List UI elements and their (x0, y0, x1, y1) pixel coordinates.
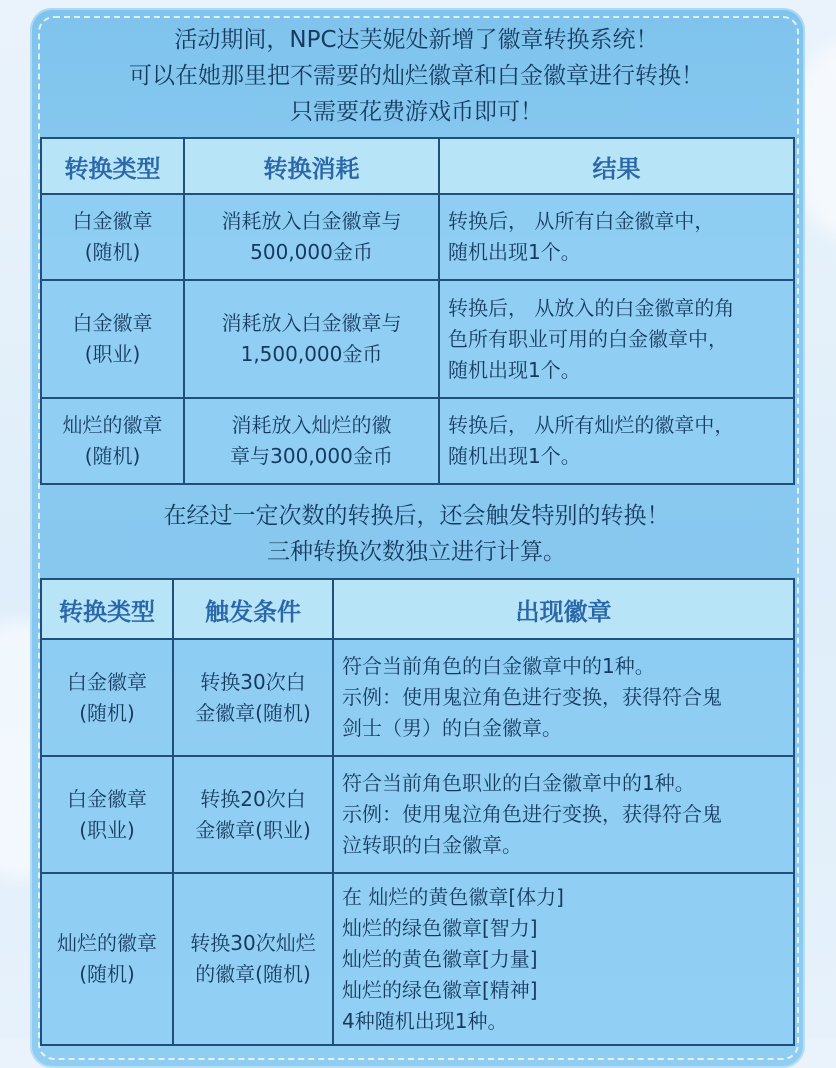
table-row (41, 873, 794, 1045)
header-type: 转换类型 (41, 579, 173, 639)
table-row (41, 280, 794, 398)
cell-type: 白金徽章 (随机) (41, 194, 184, 280)
cell-type: 灿烂的徽章 (随机) (41, 398, 184, 484)
cell-badge: 在 灿烂的黄色徽章[体力] 灿烂的绿色徽章[智力] 灿烂的黄色徽章[力量] 灿烂的绿色徽章[精神] 4种随机出现1种。 (333, 873, 794, 1045)
cell-cost: 消耗放入白金徽章与 500,000金币 (184, 194, 439, 280)
table-row (41, 398, 794, 484)
cell-condition: 转换30次白 金徽章(随机) (173, 639, 333, 756)
header-result: 结果 (439, 138, 794, 194)
special-conversion-table (40, 578, 795, 1046)
intro-line: 活动期间，NPC达芙妮处新增了徽章转换系统！ (174, 27, 659, 53)
cell-condition: 转换20次白 金徽章(职业) (173, 756, 333, 873)
cell-cost: 消耗放入灿烂的徽 章与300,000金币 (184, 398, 439, 484)
header-cost: 转换消耗 (184, 138, 439, 194)
table-header-row (41, 579, 794, 639)
middle-line: 在经过一定次数的转换后，还会触发特别的转换！ (163, 503, 670, 529)
table-row (41, 639, 794, 756)
header-badge: 出现徽章 (333, 579, 794, 639)
cell-type: 灿烂的徽章 (随机) (41, 873, 173, 1045)
cell-badge: 符合当前角色的白金徽章中的1种。 示例：使用鬼泣角色进行变换，获得符合鬼 剑士（男）的白金徽章。 (333, 639, 794, 756)
table-header-row (41, 138, 794, 194)
table-row (41, 194, 794, 280)
cell-type: 白金徽章 (职业) (41, 280, 184, 398)
cell-type: 白金徽章 (随机) (41, 639, 173, 756)
intro-line: 可以在她那里把不需要的灿烂徽章和白金徽章进行转换！ (129, 63, 704, 89)
header-condition: 触发条件 (173, 579, 333, 639)
cell-type: 白金徽章 (职业) (41, 756, 173, 873)
table-row (41, 756, 794, 873)
middle-line: 三种转换次数独立进行计算。 (267, 539, 566, 565)
intro-text (40, 22, 793, 130)
special-conversion-text (40, 498, 793, 570)
conversion-table (40, 137, 795, 485)
cell-result: 转换后， 从所有灿烂的徽章中， 随机出现1个。 (439, 398, 794, 484)
cell-cost: 消耗放入白金徽章与 1,500,000金币 (184, 280, 439, 398)
intro-line: 只需要花费游戏币即可！ (290, 99, 543, 125)
cell-result: 转换后， 从放入的白金徽章的角 色所有职业可用的白金徽章中， 随机出现1个。 (439, 280, 794, 398)
cell-condition: 转换30次灿烂 的徽章(随机) (173, 873, 333, 1045)
cell-badge: 符合当前角色职业的白金徽章中的1种。 示例：使用鬼泣角色进行变换，获得符合鬼 泣转职的白金徽章。 (333, 756, 794, 873)
cell-result: 转换后， 从所有白金徽章中， 随机出现1个。 (439, 194, 794, 280)
header-type: 转换类型 (41, 138, 184, 194)
